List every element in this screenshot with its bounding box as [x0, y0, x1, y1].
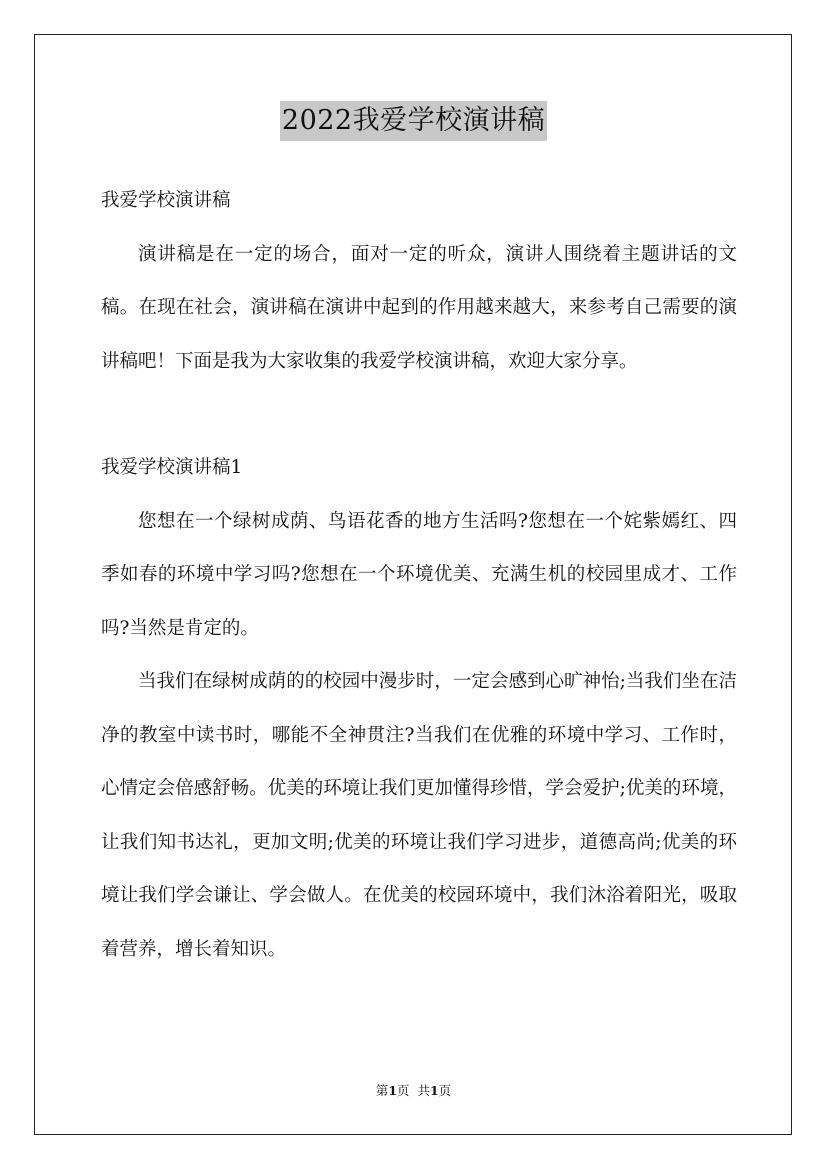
intro-heading: 我爱学校演讲稿 — [101, 190, 231, 211]
body-paragraph: 当我们在绿树成荫的的校园中漫步时，一定会感到心旷神怡;当我们坐在洁净的教室中读书时，哪能不全神贯注?当我们在优雅的环境中学习、工作时，心情定会倍感舒畅。优美的环境让我们更加懂得珍惜，学会爱护;优美的环境，让我们知书达礼，更加文明;优美的环境让我们学习进步，道德高尚;优美的环境让我们学会谦让、学会做人。在优美的校园环境中，我们沐浴着阳光，吸取着营养，增长着知识。 — [101, 671, 737, 960]
page-footer — [0, 1082, 827, 1100]
intro-paragraph: 演讲稿是在一定的场合，面对一定的听众，演讲人围绕着主题讲话的文稿。在现在社会，演讲稿在演讲中起到的作用越来越大，来参考自己需要的演讲稿吧！下面是我为大家收集的我爱学校演讲稿，欢迎大家分享。 — [101, 243, 737, 372]
section-heading: 我爱学校演讲稿1 — [101, 457, 243, 478]
footer-page-mid: 页 共 — [397, 1083, 430, 1098]
footer-page-prefix: 第 — [375, 1083, 389, 1098]
document-title: 2022我爱学校演讲稿 — [280, 101, 547, 141]
title-wrapper — [0, 101, 827, 141]
footer-page-total: 1 — [429, 1083, 439, 1098]
paragraph-gap — [101, 388, 737, 441]
document-body — [101, 174, 737, 976]
footer-page-current: 1 — [388, 1083, 398, 1098]
body-paragraph: 您想在一个绿树成荫、鸟语花香的地方生活吗?您想在一个姹紫嫣红、四季如春的环境中学习吗?您想在一个环境优美、充满生机的校园里成才、工作吗?当然是肯定的。 — [101, 510, 737, 639]
footer-page-suffix: 页 — [438, 1083, 452, 1098]
